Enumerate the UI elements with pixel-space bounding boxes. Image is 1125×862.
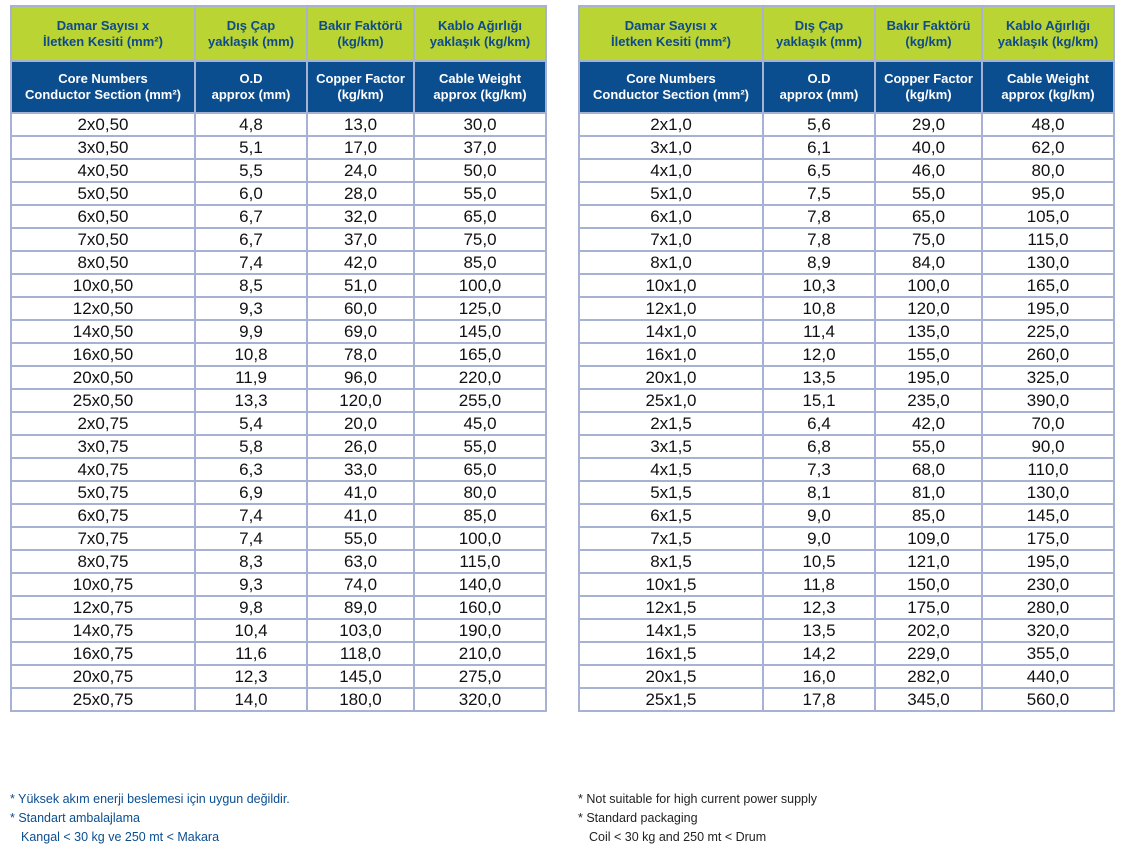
cell-copper-factor: 345,0 — [875, 688, 982, 711]
cell-outer-diameter: 10,3 — [763, 274, 875, 297]
cell-cable-weight: 130,0 — [982, 251, 1114, 274]
cell-copper-factor: 121,0 — [875, 550, 982, 573]
cell-cable-weight: 440,0 — [982, 665, 1114, 688]
cell-cable-weight: 230,0 — [982, 573, 1114, 596]
cell-outer-diameter: 12,0 — [763, 343, 875, 366]
table-row — [579, 159, 1114, 182]
table-row — [11, 481, 546, 504]
cell-copper-factor: 155,0 — [875, 343, 982, 366]
cell-core-section: 2x0,75 — [11, 412, 195, 435]
cell-copper-factor: 235,0 — [875, 389, 982, 412]
table-row — [11, 366, 546, 389]
cell-outer-diameter: 5,1 — [195, 136, 307, 159]
cell-outer-diameter: 6,8 — [763, 435, 875, 458]
cell-outer-diameter: 16,0 — [763, 665, 875, 688]
cell-cable-weight: 80,0 — [982, 159, 1114, 182]
cell-cable-weight: 75,0 — [414, 228, 546, 251]
cell-cable-weight: 195,0 — [982, 550, 1114, 573]
cell-outer-diameter: 9,9 — [195, 320, 307, 343]
header-outer-diameter-en: O.D approx (mm) — [195, 61, 307, 113]
cell-outer-diameter: 9,3 — [195, 573, 307, 596]
table-row — [579, 343, 1114, 366]
table-row — [579, 458, 1114, 481]
table-row — [11, 228, 546, 251]
cell-copper-factor: 175,0 — [875, 596, 982, 619]
cell-core-section: 4x1,0 — [579, 159, 763, 182]
table-row — [579, 688, 1114, 711]
table-row — [11, 435, 546, 458]
cell-core-section: 4x0,75 — [11, 458, 195, 481]
cell-copper-factor: 81,0 — [875, 481, 982, 504]
table-row — [579, 389, 1114, 412]
cell-outer-diameter: 6,7 — [195, 228, 307, 251]
cell-copper-factor: 55,0 — [307, 527, 414, 550]
table-row — [11, 389, 546, 412]
cell-outer-diameter: 11,6 — [195, 642, 307, 665]
cell-copper-factor: 37,0 — [307, 228, 414, 251]
table-row — [579, 619, 1114, 642]
table-row — [11, 251, 546, 274]
cell-copper-factor: 150,0 — [875, 573, 982, 596]
cell-outer-diameter: 7,4 — [195, 527, 307, 550]
table-row — [11, 550, 546, 573]
table-body-right — [579, 113, 1114, 711]
cell-copper-factor: 103,0 — [307, 619, 414, 642]
cell-core-section: 16x0,75 — [11, 642, 195, 665]
cell-outer-diameter: 5,6 — [763, 113, 875, 136]
cell-cable-weight: 45,0 — [414, 412, 546, 435]
table-row — [579, 182, 1114, 205]
table-row — [579, 251, 1114, 274]
cell-copper-factor: 41,0 — [307, 481, 414, 504]
table-row — [579, 412, 1114, 435]
cell-core-section: 14x1,5 — [579, 619, 763, 642]
header-outer-diameter-tr: Dış Çap yaklaşık (mm) — [763, 6, 875, 61]
cell-outer-diameter: 12,3 — [195, 665, 307, 688]
cell-cable-weight: 210,0 — [414, 642, 546, 665]
cell-outer-diameter: 15,1 — [763, 389, 875, 412]
cell-core-section: 2x1,5 — [579, 412, 763, 435]
cell-copper-factor: 46,0 — [875, 159, 982, 182]
cell-outer-diameter: 8,3 — [195, 550, 307, 573]
cell-cable-weight: 225,0 — [982, 320, 1114, 343]
cell-cable-weight: 100,0 — [414, 274, 546, 297]
cell-cable-weight: 130,0 — [982, 481, 1114, 504]
cell-cable-weight: 50,0 — [414, 159, 546, 182]
cell-cable-weight: 560,0 — [982, 688, 1114, 711]
cell-copper-factor: 63,0 — [307, 550, 414, 573]
table-row — [579, 297, 1114, 320]
cell-core-section: 14x0,50 — [11, 320, 195, 343]
table-row — [11, 458, 546, 481]
cell-core-section: 10x0,50 — [11, 274, 195, 297]
table-row — [11, 573, 546, 596]
cell-copper-factor: 180,0 — [307, 688, 414, 711]
cell-cable-weight: 190,0 — [414, 619, 546, 642]
cell-cable-weight: 37,0 — [414, 136, 546, 159]
cell-cable-weight: 145,0 — [982, 504, 1114, 527]
cell-copper-factor: 29,0 — [875, 113, 982, 136]
cell-copper-factor: 20,0 — [307, 412, 414, 435]
cell-outer-diameter: 5,5 — [195, 159, 307, 182]
table-row — [11, 113, 546, 136]
cell-outer-diameter: 10,4 — [195, 619, 307, 642]
cell-cable-weight: 125,0 — [414, 297, 546, 320]
cell-outer-diameter: 7,4 — [195, 251, 307, 274]
cell-copper-factor: 42,0 — [875, 412, 982, 435]
footnotes-turkish — [10, 790, 290, 847]
cell-cable-weight: 115,0 — [982, 228, 1114, 251]
cell-core-section: 5x0,75 — [11, 481, 195, 504]
cell-core-section: 2x1,0 — [579, 113, 763, 136]
header-row-english — [11, 61, 546, 113]
table-row — [11, 619, 546, 642]
cell-outer-diameter: 9,8 — [195, 596, 307, 619]
header-core-numbers-en: Core Numbers Conductor Section (mm²) — [579, 61, 763, 113]
cell-outer-diameter: 14,2 — [763, 642, 875, 665]
cell-copper-factor: 78,0 — [307, 343, 414, 366]
cell-core-section: 20x0,75 — [11, 665, 195, 688]
cell-core-section: 25x1,5 — [579, 688, 763, 711]
cell-core-section: 12x0,50 — [11, 297, 195, 320]
table-row — [11, 136, 546, 159]
cell-copper-factor: 51,0 — [307, 274, 414, 297]
cell-outer-diameter: 5,4 — [195, 412, 307, 435]
cell-outer-diameter: 9,3 — [195, 297, 307, 320]
header-core-numbers-tr: Damar Sayısı x İletken Kesiti (mm²) — [11, 6, 195, 61]
table-row — [579, 366, 1114, 389]
cell-copper-factor: 120,0 — [875, 297, 982, 320]
cell-copper-factor: 96,0 — [307, 366, 414, 389]
cell-copper-factor: 282,0 — [875, 665, 982, 688]
header-copper-factor-en: Copper Factor (kg/km) — [875, 61, 982, 113]
footnote-standard-packaging: * Standard packaging — [578, 811, 698, 825]
table-row — [11, 274, 546, 297]
cell-outer-diameter: 10,8 — [763, 297, 875, 320]
cell-outer-diameter: 7,8 — [763, 228, 875, 251]
cell-outer-diameter: 7,5 — [763, 182, 875, 205]
footnote-packaging-detail: Coil < 30 kg and 250 mt < Drum — [589, 830, 767, 844]
cell-core-section: 16x0,50 — [11, 343, 195, 366]
cell-core-section: 20x1,0 — [579, 366, 763, 389]
cell-cable-weight: 62,0 — [982, 136, 1114, 159]
table-row — [11, 343, 546, 366]
cell-cable-weight: 320,0 — [982, 619, 1114, 642]
cell-outer-diameter: 11,4 — [763, 320, 875, 343]
cell-cable-weight: 160,0 — [414, 596, 546, 619]
cell-copper-factor: 118,0 — [307, 642, 414, 665]
cell-core-section: 25x0,50 — [11, 389, 195, 412]
cell-outer-diameter: 7,3 — [763, 458, 875, 481]
cell-copper-factor: 40,0 — [875, 136, 982, 159]
cell-core-section: 10x0,75 — [11, 573, 195, 596]
table-row — [579, 527, 1114, 550]
cell-outer-diameter: 6,1 — [763, 136, 875, 159]
cell-outer-diameter: 6,5 — [763, 159, 875, 182]
footnote-packaging-detail: Kangal < 30 kg ve 250 mt < Makara — [21, 830, 220, 844]
cell-copper-factor: 120,0 — [307, 389, 414, 412]
cell-cable-weight: 105,0 — [982, 205, 1114, 228]
cell-copper-factor: 24,0 — [307, 159, 414, 182]
table-row — [11, 665, 546, 688]
cell-outer-diameter: 11,9 — [195, 366, 307, 389]
cell-outer-diameter: 4,8 — [195, 113, 307, 136]
table-row — [11, 504, 546, 527]
cell-copper-factor: 55,0 — [875, 435, 982, 458]
table-row — [579, 573, 1114, 596]
header-core-numbers-tr: Damar Sayısı x İletken Kesiti (mm²) — [579, 6, 763, 61]
cell-core-section: 20x0,50 — [11, 366, 195, 389]
cell-cable-weight: 325,0 — [982, 366, 1114, 389]
header-copper-factor-en: Copper Factor (kg/km) — [307, 61, 414, 113]
cell-cable-weight: 280,0 — [982, 596, 1114, 619]
cell-core-section: 6x0,50 — [11, 205, 195, 228]
table-row — [579, 596, 1114, 619]
cell-copper-factor: 229,0 — [875, 642, 982, 665]
cell-outer-diameter: 12,3 — [763, 596, 875, 619]
cell-cable-weight: 195,0 — [982, 297, 1114, 320]
cell-cable-weight: 95,0 — [982, 182, 1114, 205]
table-row — [579, 113, 1114, 136]
cell-copper-factor: 55,0 — [875, 182, 982, 205]
cell-cable-weight: 48,0 — [982, 113, 1114, 136]
cell-cable-weight: 110,0 — [982, 458, 1114, 481]
cell-cable-weight: 90,0 — [982, 435, 1114, 458]
header-row-english — [579, 61, 1114, 113]
cell-outer-diameter: 9,0 — [763, 504, 875, 527]
table-row — [11, 642, 546, 665]
cell-cable-weight: 275,0 — [414, 665, 546, 688]
cell-outer-diameter: 13,5 — [763, 619, 875, 642]
header-copper-factor-tr: Bakır Faktörü (kg/km) — [307, 6, 414, 61]
header-cable-weight-en: Cable Weight approx (kg/km) — [982, 61, 1114, 113]
cell-cable-weight: 390,0 — [982, 389, 1114, 412]
cell-cable-weight: 260,0 — [982, 343, 1114, 366]
header-outer-diameter-tr: Dış Çap yaklaşık (mm) — [195, 6, 307, 61]
cell-core-section: 25x0,75 — [11, 688, 195, 711]
cell-outer-diameter: 17,8 — [763, 688, 875, 711]
cell-core-section: 8x1,5 — [579, 550, 763, 573]
table-row — [11, 182, 546, 205]
table-row — [11, 159, 546, 182]
footnote-not-suitable: * Yüksek akım enerji beslemesi için uygun değildir. — [10, 792, 290, 806]
cell-core-section: 14x1,0 — [579, 320, 763, 343]
cell-core-section: 8x1,0 — [579, 251, 763, 274]
cell-cable-weight: 55,0 — [414, 435, 546, 458]
cell-core-section: 8x0,50 — [11, 251, 195, 274]
cell-cable-weight: 65,0 — [414, 458, 546, 481]
cell-copper-factor: 69,0 — [307, 320, 414, 343]
cell-cable-weight: 355,0 — [982, 642, 1114, 665]
header-outer-diameter-en: O.D approx (mm) — [763, 61, 875, 113]
cell-core-section: 7x0,50 — [11, 228, 195, 251]
cell-copper-factor: 85,0 — [875, 504, 982, 527]
table-row — [579, 435, 1114, 458]
cell-cable-weight: 115,0 — [414, 550, 546, 573]
cell-outer-diameter: 14,0 — [195, 688, 307, 711]
cell-outer-diameter: 8,1 — [763, 481, 875, 504]
cell-copper-factor: 65,0 — [875, 205, 982, 228]
cell-core-section: 3x1,0 — [579, 136, 763, 159]
cell-copper-factor: 17,0 — [307, 136, 414, 159]
table-row — [579, 550, 1114, 573]
table-row — [579, 642, 1114, 665]
cell-cable-weight: 100,0 — [414, 527, 546, 550]
cell-copper-factor: 32,0 — [307, 205, 414, 228]
cell-outer-diameter: 10,8 — [195, 343, 307, 366]
cell-outer-diameter: 9,0 — [763, 527, 875, 550]
cell-copper-factor: 89,0 — [307, 596, 414, 619]
cell-outer-diameter: 8,5 — [195, 274, 307, 297]
cell-copper-factor: 135,0 — [875, 320, 982, 343]
cell-core-section: 16x1,0 — [579, 343, 763, 366]
table-row — [579, 205, 1114, 228]
cell-copper-factor: 28,0 — [307, 182, 414, 205]
table-row — [579, 136, 1114, 159]
cell-cable-weight: 255,0 — [414, 389, 546, 412]
table-row — [579, 274, 1114, 297]
footnote-not-suitable: * Not suitable for high current power supply — [578, 792, 818, 806]
cell-cable-weight: 140,0 — [414, 573, 546, 596]
cell-outer-diameter: 6,3 — [195, 458, 307, 481]
header-cable-weight-tr: Kablo Ağırlığı yaklaşık (kg/km) — [982, 6, 1114, 61]
cell-core-section: 3x0,50 — [11, 136, 195, 159]
cell-core-section: 3x1,5 — [579, 435, 763, 458]
cell-copper-factor: 195,0 — [875, 366, 982, 389]
table-row — [11, 412, 546, 435]
cell-copper-factor: 145,0 — [307, 665, 414, 688]
cell-core-section: 6x1,5 — [579, 504, 763, 527]
cell-core-section: 7x1,5 — [579, 527, 763, 550]
cell-cable-weight: 30,0 — [414, 113, 546, 136]
header-cable-weight-en: Cable Weight approx (kg/km) — [414, 61, 546, 113]
cell-outer-diameter: 6,4 — [763, 412, 875, 435]
footnote-standard-packaging: * Standart ambalajlama — [10, 811, 140, 825]
header-copper-factor-tr: Bakır Faktörü (kg/km) — [875, 6, 982, 61]
cell-outer-diameter: 6,7 — [195, 205, 307, 228]
cell-outer-diameter: 5,8 — [195, 435, 307, 458]
cell-cable-weight: 70,0 — [982, 412, 1114, 435]
cell-core-section: 25x1,0 — [579, 389, 763, 412]
cell-cable-weight: 175,0 — [982, 527, 1114, 550]
cable-spec-table-left — [10, 5, 547, 712]
cell-core-section: 20x1,5 — [579, 665, 763, 688]
cell-outer-diameter: 7,4 — [195, 504, 307, 527]
table-row — [579, 228, 1114, 251]
cell-core-section: 10x1,0 — [579, 274, 763, 297]
cell-copper-factor: 41,0 — [307, 504, 414, 527]
cell-cable-weight: 145,0 — [414, 320, 546, 343]
cell-core-section: 12x1,0 — [579, 297, 763, 320]
header-row-turkish — [579, 6, 1114, 61]
table-row — [579, 504, 1114, 527]
cell-copper-factor: 42,0 — [307, 251, 414, 274]
cell-outer-diameter: 13,3 — [195, 389, 307, 412]
cell-copper-factor: 26,0 — [307, 435, 414, 458]
cell-core-section: 16x1,5 — [579, 642, 763, 665]
cell-core-section: 14x0,75 — [11, 619, 195, 642]
cell-outer-diameter: 7,8 — [763, 205, 875, 228]
cell-copper-factor: 60,0 — [307, 297, 414, 320]
cell-copper-factor: 100,0 — [875, 274, 982, 297]
table-row — [11, 320, 546, 343]
cell-core-section: 10x1,5 — [579, 573, 763, 596]
cell-outer-diameter: 8,9 — [763, 251, 875, 274]
cell-cable-weight: 165,0 — [414, 343, 546, 366]
cell-cable-weight: 320,0 — [414, 688, 546, 711]
cell-core-section: 7x0,75 — [11, 527, 195, 550]
cell-core-section: 6x0,75 — [11, 504, 195, 527]
cell-copper-factor: 68,0 — [875, 458, 982, 481]
cell-cable-weight: 80,0 — [414, 481, 546, 504]
cell-core-section: 7x1,0 — [579, 228, 763, 251]
table-row — [579, 481, 1114, 504]
cell-core-section: 4x1,5 — [579, 458, 763, 481]
cell-core-section: 3x0,75 — [11, 435, 195, 458]
cell-core-section: 8x0,75 — [11, 550, 195, 573]
cell-core-section: 2x0,50 — [11, 113, 195, 136]
cell-cable-weight: 55,0 — [414, 182, 546, 205]
cell-core-section: 6x1,0 — [579, 205, 763, 228]
cell-cable-weight: 85,0 — [414, 504, 546, 527]
cell-core-section: 12x0,75 — [11, 596, 195, 619]
table-row — [11, 205, 546, 228]
header-row-turkish — [11, 6, 546, 61]
cell-outer-diameter: 6,0 — [195, 182, 307, 205]
table-row — [579, 320, 1114, 343]
cell-outer-diameter: 13,5 — [763, 366, 875, 389]
cell-outer-diameter: 11,8 — [763, 573, 875, 596]
cell-outer-diameter: 10,5 — [763, 550, 875, 573]
cell-copper-factor: 75,0 — [875, 228, 982, 251]
cell-copper-factor: 13,0 — [307, 113, 414, 136]
cell-cable-weight: 65,0 — [414, 205, 546, 228]
cell-core-section: 5x1,5 — [579, 481, 763, 504]
footnotes-english — [578, 790, 817, 847]
cell-copper-factor: 84,0 — [875, 251, 982, 274]
cell-cable-weight: 220,0 — [414, 366, 546, 389]
cell-core-section: 5x0,50 — [11, 182, 195, 205]
cell-core-section: 12x1,5 — [579, 596, 763, 619]
table-row — [11, 527, 546, 550]
table-row — [11, 688, 546, 711]
cable-spec-table-right — [578, 5, 1115, 712]
table-row — [11, 596, 546, 619]
cell-outer-diameter: 6,9 — [195, 481, 307, 504]
header-cable-weight-tr: Kablo Ağırlığı yaklaşık (kg/km) — [414, 6, 546, 61]
cell-cable-weight: 85,0 — [414, 251, 546, 274]
cell-cable-weight: 165,0 — [982, 274, 1114, 297]
cell-copper-factor: 33,0 — [307, 458, 414, 481]
cell-copper-factor: 109,0 — [875, 527, 982, 550]
cell-core-section: 4x0,50 — [11, 159, 195, 182]
table-body-left — [11, 113, 546, 711]
table-row — [579, 665, 1114, 688]
header-core-numbers-en: Core Numbers Conductor Section (mm²) — [11, 61, 195, 113]
cell-copper-factor: 202,0 — [875, 619, 982, 642]
cell-copper-factor: 74,0 — [307, 573, 414, 596]
table-row — [11, 297, 546, 320]
cell-core-section: 5x1,0 — [579, 182, 763, 205]
